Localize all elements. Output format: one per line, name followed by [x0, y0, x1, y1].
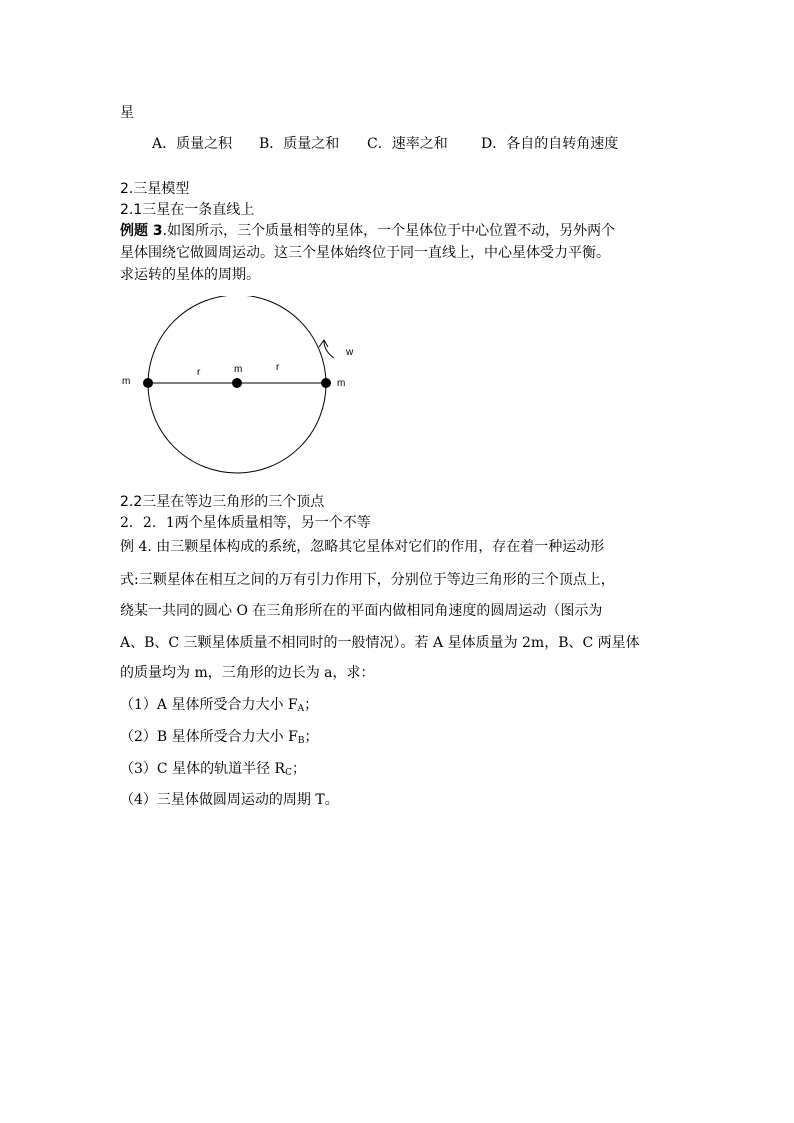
top-fragment: 星 [120, 105, 134, 121]
example3-line1 [120, 222, 615, 240]
example3-line3: 求运转的星体的周期。 [120, 267, 260, 283]
option-d: D．各自的自转角速度 [481, 136, 619, 152]
label-m-left: m [122, 376, 131, 387]
label-r-left: r [197, 367, 201, 378]
label-m-center: m [234, 364, 243, 375]
section-heading-2-2-1: 2．2．1两个星体质量相等，另一个不等 [120, 515, 371, 531]
question-1-subscript: A [297, 704, 305, 714]
label-r-right: r [276, 362, 280, 373]
question-1 [120, 696, 318, 714]
star-center [232, 378, 242, 388]
question-2-subscript: B [297, 736, 305, 746]
question-1-text: （1）A 星体所受合力大小 F [120, 697, 298, 713]
example4-line3: 绕某一共同的圆心 O 在三角形所在的平面内做相同角速度的圆周运动（图示为 [120, 603, 603, 619]
question-3-end: ； [291, 761, 306, 777]
example3-label: 例题 3 [120, 223, 163, 239]
section-heading-2-2: 2.2三星在等边三角形的三个顶点 [120, 494, 325, 510]
question-3 [120, 760, 306, 778]
example4-line2: 式:三颗星体在相互之间的万有引力作用下，分别位于等边三角形的三个顶点上， [120, 572, 615, 588]
question-2-end: ； [304, 729, 319, 745]
question-3-text: （3）C 星体的轨道半径 R [120, 761, 286, 777]
section-heading-2: 2.三星模型 [120, 181, 190, 197]
question-1-end: ； [304, 697, 319, 713]
three-star-line-diagram [110, 296, 370, 486]
rotation-arrowhead-icon [319, 340, 328, 347]
example4-line4: A、B、C 三颗星体质量不相同时的一般情况）。若 A 星体质量为 2m，B、C 两星体 [120, 635, 640, 651]
question-4: （4）三星体做圆周运动的周期 T。 [120, 792, 339, 808]
question-2 [120, 728, 318, 746]
star-left [143, 378, 153, 388]
question-3-subscript: C [285, 768, 292, 778]
option-b: B．质量之和 [259, 136, 340, 152]
label-w: w [346, 347, 354, 358]
example4-line1: 例 4. 由三颗星体构成的系统，忽略其它星体对它们的作用，存在着一种运动形 [120, 539, 605, 555]
star-right [321, 378, 331, 388]
example3-text: .如图所示，三个质量相等的星体，一个星体位于中心位置不动，另外两个 [162, 223, 616, 239]
option-a: A．质量之积 [152, 136, 233, 152]
question-2-text: （2）B 星体所受合力大小 F [120, 729, 298, 745]
example4-line5: 的质量均为 m，三角形的边长为 a，求： [120, 665, 375, 681]
section-heading-2-1: 2.1三星在一条直线上 [120, 202, 255, 218]
label-m-right: m [337, 378, 346, 389]
example3-line2: 星体围绕它做圆周运动。这三个星体始终位于同一直线上，中心星体受力平衡。 [120, 245, 610, 261]
option-c: C．速率之和 [367, 136, 448, 152]
